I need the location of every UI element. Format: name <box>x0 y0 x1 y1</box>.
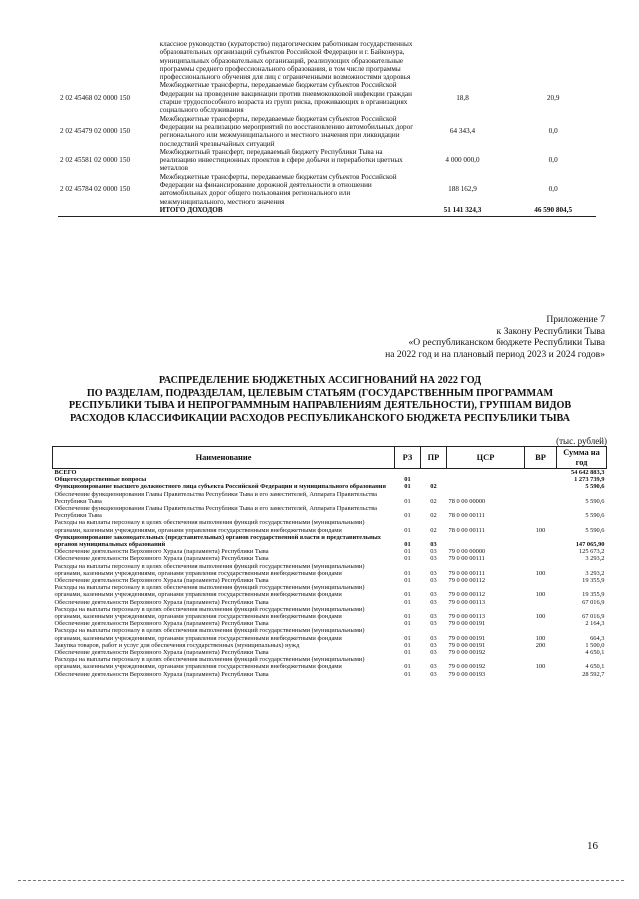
row-csr: 79 0 00 00113 <box>448 598 486 606</box>
row-vr: 100 <box>535 591 546 599</box>
revenue-value-1: 4 000 000,0 <box>445 156 480 165</box>
revenue-value-2: 0,0 <box>548 156 558 165</box>
row-pr: 03 <box>430 634 437 642</box>
row-csr <box>447 483 525 490</box>
appendix-number: Приложение 7 <box>546 314 605 325</box>
revenue-name: Межбюджетный трансферт, передаваемый бюджету Республики Тыва на реализацию инвестиционных проектов в сфере добычи и переработки цветных металлов <box>159 147 403 173</box>
revenue-name: Межбюджетные трансферты, передаваемые бюджетам субъектов Российской Федерации на реализацию мероприятий по восстановлению автомобильных дорог регионального или межмуниципального и местного значения при ликвидации последствий чрезвычайных ситуаций <box>159 114 414 148</box>
row-pr: 02 <box>430 483 437 491</box>
row-csr: 79 0 00 00113 <box>448 613 486 621</box>
row-vr: 100 <box>535 569 546 577</box>
header-vr: ВР <box>525 447 557 469</box>
revenue-value-2: 0,0 <box>548 185 558 194</box>
row-rz: 01 <box>404 555 411 563</box>
row-vr: 200 <box>535 641 546 649</box>
header-name: Наименование <box>53 447 395 469</box>
row-pr: 03 <box>430 663 437 671</box>
revenue-value-1: 64 343,4 <box>449 127 476 136</box>
row-pr: 03 <box>430 620 437 628</box>
revenue-row <box>58 173 598 206</box>
revenue-row <box>58 115 598 148</box>
row-sum: 28 592,7 <box>582 670 605 678</box>
document-title <box>40 375 600 425</box>
row-rz: 01 <box>404 577 411 585</box>
row-csr: 79 0 00 00191 <box>448 620 486 628</box>
row-name: Расходы на выплаты персоналу в целях обеспечения выполнения функций государственными (муниципальными) органами, казенными учреждениями, органами управления государственными внебюджетными фондами <box>54 562 365 577</box>
allocation-rows <box>53 469 607 678</box>
row-vr <box>525 671 557 678</box>
revenue-value-2: 0,0 <box>548 127 558 136</box>
table-row <box>53 519 607 533</box>
row-vr: 100 <box>535 634 546 642</box>
row-sum: 3 293,2 <box>585 569 605 577</box>
revenue-total-label: ИТОГО ДОХОДОВ <box>159 205 223 214</box>
row-sum: 4 650,1 <box>585 663 605 671</box>
table-row <box>53 491 607 505</box>
appendix-law-title: «О республиканском бюджете Республики Тыва <box>408 337 605 348</box>
table-row <box>53 584 607 598</box>
page-number: 16 <box>587 840 598 852</box>
revenue-rows <box>58 40 598 206</box>
row-csr: 79 0 00 00191 <box>448 634 486 642</box>
revenue-name: классное руководство (кураторство) педагогическим работникам государственных образовательных организаций субъектов Российской Федерации и г. Байконура, муниципальных образовательных организаций, реализующих образовательные программы среднего профессионального образования, в том числе программы профессионального обучения для лиц с ограниченными возможностями здоровья <box>159 40 413 82</box>
appendix-law-period: на 2022 год и на плановый период 2023 и 2024 годов» <box>385 348 605 360</box>
row-sum: 4 650,1 <box>585 649 605 657</box>
row-pr: 03 <box>430 649 437 657</box>
row-csr: 78 0 00 00000 <box>448 497 486 505</box>
table-row <box>53 548 607 555</box>
row-csr: 79 0 00 00193 <box>448 670 486 678</box>
row-pr: 03 <box>430 641 437 649</box>
units-label: (тыс. рублей) <box>556 436 607 446</box>
row-sum: 5 590,6 <box>585 497 605 505</box>
row-csr: 79 0 00 00192 <box>448 649 486 657</box>
row-rz: 01 <box>404 476 411 484</box>
row-rz: 01 <box>404 512 411 520</box>
row-pr: 03 <box>430 613 437 621</box>
row-vr <box>525 483 557 490</box>
table-row <box>53 671 607 678</box>
row-csr: 79 0 00 00111 <box>448 569 485 577</box>
row-pr: 02 <box>430 497 437 505</box>
row-rz: 01 <box>404 613 411 621</box>
table-row <box>53 620 607 627</box>
row-rz: 01 <box>404 620 411 628</box>
row-rz: 01 <box>404 497 411 505</box>
row-rz: 01 <box>404 598 411 606</box>
appendix-law: к Закону Республики Тыва <box>496 325 605 337</box>
revenue-value-1: 18,8 <box>456 93 469 102</box>
table-row <box>53 505 607 519</box>
revenue-name: Межбюджетные трансферты, передаваемые бюджетам субъектов Российской Федерации на проведение вакцинации против пневмококковой инфекции граждан старше трудоспособного возраста из групп риска, проживающих в организациях социального обслуживания <box>159 81 412 115</box>
row-pr: 03 <box>430 541 437 549</box>
row-vr: 100 <box>535 526 546 534</box>
allocation-table <box>52 446 607 678</box>
row-rz: 01 <box>404 526 411 534</box>
revenue-row <box>58 81 598 114</box>
header-pr: ПР <box>421 447 447 469</box>
row-name: Обеспечение функционирования Главы Правительства Республики Тыва и его заместителей, Аппарата Правительства Республики Тыва <box>54 505 378 520</box>
row-rz: 01 <box>404 569 411 577</box>
scan-bottom-edge <box>18 880 624 881</box>
row-pr: 02 <box>430 512 437 520</box>
row-rz: 01 <box>404 663 411 671</box>
revenue-value-2: 20,9 <box>546 93 560 102</box>
row-csr: 79 0 00 00112 <box>448 591 486 599</box>
row-sum: 19 355,9 <box>582 591 605 599</box>
row-pr: 03 <box>430 548 437 556</box>
row-csr: 79 0 00 00192 <box>448 663 486 671</box>
row-name: Расходы на выплаты персоналу в целях обеспечения выполнения функций государственными (муниципальными) органами, казенными учреждениями, органами управления государственными внебюджетными фондами <box>54 519 365 534</box>
row-sum: 19 355,9 <box>582 577 605 585</box>
row-name: Функционирование законодательных (представительных) органов государственной власти и представительных органов муниципальных образований <box>54 533 381 549</box>
row-vr: 100 <box>535 663 546 671</box>
row-rz: 01 <box>404 548 411 556</box>
row-name: Функционирование высшего должностного лица субъекта Российской Федерации и муниципального образования <box>54 483 386 491</box>
row-vr <box>525 505 557 519</box>
row-name: Закупка товаров, работ и услуг для обеспечения государственных (муниципальных) нужд <box>54 641 300 649</box>
row-csr: 78 0 00 00111 <box>448 526 485 534</box>
title-line-4: РАСХОДОВ КЛАССИФИКАЦИИ РАСХОДОВ РЕСПУБЛИКАНСКОГО БЮДЖЕТА РЕСПУБЛИКИ ТЫВА <box>70 412 570 424</box>
row-name: Обеспечение деятельности Верховного Хурала (парламента) Республики Тыва <box>54 577 269 585</box>
row-pr: 03 <box>430 577 437 585</box>
total-underline <box>58 216 596 217</box>
revenue-code: 2 02 45468 02 0000 150 <box>60 93 131 102</box>
row-name: Расходы на выплаты персоналу в целях обеспечения выполнения функций государственными (муниципальными) органами, казенными учреждениями, органами управления государственными внебюджетными фондами <box>54 656 365 671</box>
table-row <box>53 469 607 477</box>
revenue-table-continuation <box>58 40 598 217</box>
row-sum: 147 065,90 <box>575 541 605 549</box>
row-pr: 03 <box>430 555 437 563</box>
table-row <box>53 483 607 490</box>
row-name: Обеспечение деятельности Верховного Хурала (парламента) Республики Тыва <box>54 555 269 563</box>
row-sum: 3 293,2 <box>585 555 605 563</box>
title-line-3: РЕСПУБЛИКИ ТЫВА И НЕПРОГРАММНЫМ НАПРАВЛЕНИЯМ ДЕЯТЕЛЬНОСТИ), ГРУППАМ ВИДОВ <box>68 400 572 412</box>
header-csr: ЦСР <box>447 447 525 469</box>
row-rz <box>395 469 421 477</box>
table-row <box>53 627 607 641</box>
table-row <box>53 642 607 649</box>
row-rz: 01 <box>404 634 411 642</box>
row-sum: 5 590,6 <box>585 526 605 534</box>
row-name: Обеспечение деятельности Верховного Хурала (парламента) Республики Тыва <box>54 620 269 628</box>
table-row <box>53 599 607 606</box>
revenue-name: Межбюджетные трансферты, передаваемые бюджетам субъектов Российской Федерации на финансирование дорожной деятельности в отношении автомобильных дорог общего пользования регионального или межмуниципального, местного значения <box>159 172 397 206</box>
row-csr <box>447 469 525 477</box>
revenue-value-1: 188 162,9 <box>448 185 477 194</box>
row-rz: 01 <box>404 483 411 491</box>
table-row <box>53 656 607 670</box>
row-csr: 79 0 00 00000 <box>448 548 486 556</box>
row-pr: 03 <box>430 598 437 606</box>
row-sum: 125 673,2 <box>578 548 605 556</box>
row-pr: 03 <box>430 670 437 678</box>
row-name: Обеспечение деятельности Верховного Хурала (парламента) Республики Тыва <box>54 649 269 657</box>
table-row <box>53 606 607 620</box>
row-csr: 78 0 00 00111 <box>448 512 485 520</box>
table-row <box>53 577 607 584</box>
row-vr <box>525 491 557 505</box>
row-pr <box>421 469 447 477</box>
row-name: Обеспечение деятельности Верховного Хурала (парламента) Республики Тыва <box>54 598 269 606</box>
row-vr <box>525 555 557 562</box>
row-name: Расходы на выплаты персоналу в целях обеспечения выполнения функций государственными (муниципальными) органами, казенными учреждениями, органами управления государственными внебюджетными фондами <box>54 584 365 599</box>
title-line-1: РАСПРЕДЕЛЕНИЕ БЮДЖЕТНЫХ АССИГНОВАНИЙ НА 2022 ГОД <box>158 375 482 386</box>
row-sum: 1 273 739,9 <box>574 476 605 484</box>
row-sum: 67 016,9 <box>582 613 605 621</box>
row-sum: 664,3 <box>590 634 605 642</box>
table-row <box>53 534 607 548</box>
row-pr: 03 <box>430 569 437 577</box>
table-row <box>53 476 607 483</box>
title-line-2: ПО РАЗДЕЛАМ, ПОДРАЗДЕЛАМ, ЦЕЛЕВЫМ СТАТЬЯМ (ГОСУДАРСТВЕННЫМ ПРОГРАММАМ <box>86 387 554 399</box>
row-vr <box>525 469 557 477</box>
row-pr <box>421 476 447 483</box>
row-sum: 67 016,9 <box>582 598 605 606</box>
row-csr: 79 0 00 00191 <box>448 641 486 649</box>
row-name: Обеспечение деятельности Верховного Хурала (парламента) Республики Тыва <box>54 548 269 556</box>
row-csr: 79 0 00 00111 <box>448 555 485 563</box>
row-vr <box>525 649 557 656</box>
row-name: ВСЕГО <box>54 469 77 476</box>
revenue-code: 2 02 45479 02 0000 150 <box>60 127 131 136</box>
header-rz: РЗ <box>395 447 421 469</box>
revenue-total-row <box>58 206 598 214</box>
row-name: Расходы на выплаты персоналу в целях обеспечения выполнения функций государственными (муниципальными) органами, казенными учреждениями, органами управления государственными внебюджетными фондами <box>54 605 365 621</box>
row-vr: 100 <box>535 613 546 621</box>
revenue-total-value-2: 46 590 804,5 <box>534 205 573 214</box>
row-sum: 1 500,0 <box>585 641 605 649</box>
row-name: Обеспечение деятельности Верховного Хурала (парламента) Республики Тыва <box>54 670 269 678</box>
table-header-row <box>53 447 607 469</box>
row-vr <box>525 599 557 606</box>
revenue-row <box>58 148 598 173</box>
row-rz: 01 <box>404 641 411 649</box>
row-rz: 01 <box>404 670 411 678</box>
row-rz: 01 <box>404 649 411 657</box>
header-sum: Сумма на год <box>557 447 607 469</box>
revenue-total-value-1: 51 141 324,3 <box>443 205 482 214</box>
row-pr: 02 <box>430 526 437 534</box>
table-row <box>53 649 607 656</box>
row-csr: 79 0 00 00112 <box>448 577 486 585</box>
row-vr <box>525 577 557 584</box>
revenue-row <box>58 40 598 81</box>
row-rz: 01 <box>404 541 411 549</box>
row-sum: 5 590,6 <box>585 483 605 491</box>
row-name: Общегосударственные вопросы <box>54 476 147 484</box>
revenue-code: 2 02 45581 02 0000 150 <box>60 156 131 165</box>
row-vr <box>525 548 557 555</box>
table-row <box>53 555 607 562</box>
row-sum: 5 590,6 <box>585 512 605 520</box>
row-name: Обеспечение функционирования Главы Правительства Республики Тыва и его заместителей, Аппарата Правительства Республики Тыва <box>54 490 378 505</box>
revenue-code: 2 02 45784 02 0000 150 <box>60 185 131 194</box>
row-sum: 2 164,3 <box>585 620 605 628</box>
row-rz: 01 <box>404 591 411 599</box>
row-pr: 03 <box>430 591 437 599</box>
row-csr <box>447 476 525 483</box>
appendix-header <box>385 314 605 360</box>
row-name: Расходы на выплаты персоналу в целях обеспечения выполнения функций государственными (муниципальными) органами, казенными учреждениями, органами управления государственными внебюджетными фондами <box>54 627 365 642</box>
row-vr <box>525 534 557 548</box>
row-vr <box>525 620 557 627</box>
row-sum: 54 642 883,3 <box>570 469 605 476</box>
row-vr <box>525 476 557 483</box>
row-csr <box>447 534 525 548</box>
table-row <box>53 563 607 577</box>
